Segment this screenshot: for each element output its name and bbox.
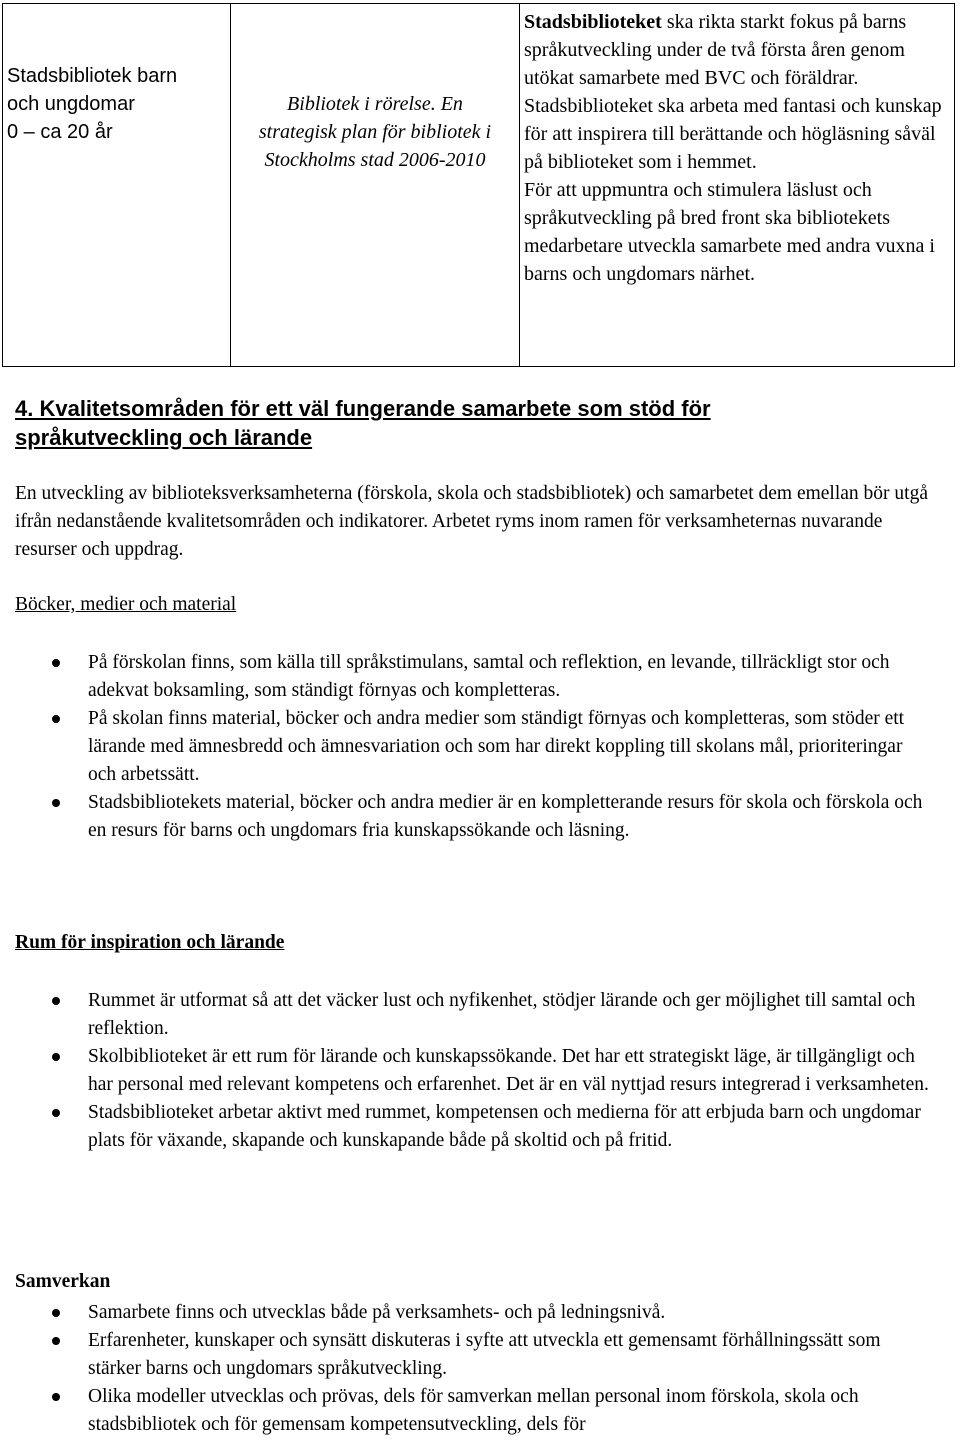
intro-paragraph: En utveckling av biblioteksverksamheterna (förskola, skola och stadsbibliotek) och samarbetet dem emellan bör utgå ifrån nedanstående kvalitetsområden och indikatorer. Arbetet ryms inom ramen för verksamheternas nuvarande resurser och uppdrag. [15, 483, 928, 560]
list-item [0, 649, 930, 705]
list-item [0, 1383, 930, 1439]
bullet-icon [52, 1337, 60, 1345]
list-item [0, 1043, 930, 1099]
list-item-text: Erfarenheter, kunskaper och synsätt diskuteras i syfte att utveckla ett gemensamt förhållningssätt som stärker barns och ungdomars språkutveckling. [88, 1330, 881, 1379]
description-paragraph-2: För att uppmuntra och stimulera läslust och språkutveckling på bred front ska bibliotekets medarbetare utveckla samarbete med andra vuxna i barns och ungdomars närhet. [524, 179, 935, 285]
collab-title: Samverkan [15, 1271, 111, 1292]
list-item [0, 987, 930, 1043]
bullet-icon [52, 1393, 60, 1401]
overview-table [2, 3, 955, 367]
collab-list [0, 1299, 930, 1439]
bullet-icon [52, 997, 60, 1005]
source-line-3: Stockholms stad 2006-2010 [264, 149, 486, 171]
bullet-icon [52, 715, 60, 723]
bullet-icon [52, 799, 60, 807]
list-item [0, 1099, 930, 1155]
bullet-icon [52, 1053, 60, 1061]
bullet-icon [52, 659, 60, 667]
description-bold-lead: Stadsbiblioteket [524, 11, 662, 33]
list-item-text: På förskolan finns, som källa till språkstimulans, samtal och reflektion, en levande, tillräckligt stor och adekvat boksamling, som ständigt förnyas och kompletteras. [88, 652, 890, 701]
list-item [0, 789, 930, 845]
room-list [0, 987, 930, 1155]
section-heading [15, 394, 915, 452]
books-title: Böcker, medier och material [15, 594, 237, 615]
list-item-text: Stadsbiblioteket arbetar aktivt med rummet, kompetensen och medierna för att erbjuda barn och ungdomar plats för växande, skapande och kunskapande både på skoltid och på fritid. [88, 1102, 921, 1151]
org-line-1: Stadsbibliotek barn [7, 65, 178, 87]
table-cell-organization [3, 4, 231, 367]
list-item [0, 1299, 930, 1327]
books-list [0, 649, 930, 845]
list-item-text: Olika modeller utvecklas och prövas, dels för samverkan mellan personal inom förskola, skola och stadsbibliotek och för gemensam kompetensutveckling, dels för [88, 1386, 859, 1435]
source-line-2: strategisk plan för bibliotek i [258, 121, 492, 143]
section-heading-line-2: språkutveckling och lärande [15, 425, 313, 450]
org-line-2: och ungdomar [7, 93, 135, 115]
table-cell-source [231, 4, 520, 367]
list-item-text: Stadsbibliotekets material, böcker och andra medier är en kompletterande resurs för skola och förskola och en resurs för barns och ungdomars fria kunskapssökande och läsning. [88, 792, 923, 841]
source-line-1: Bibliotek i rörelse. En [287, 93, 463, 115]
list-item [0, 705, 930, 789]
org-line-3: 0 – ca 20 år [7, 121, 113, 143]
description-p1-text: ska rikta starkt fokus på barns språkutveckling under de två första åren genom utökat samarbete med BVC och föräldrar. Stadsbiblioteket ska arbeta med fantasi och kunskap för att inspirera till berättande och högläsning såväl på biblioteket som i hemmet. [524, 11, 942, 173]
list-item-text: Samarbete finns och utvecklas både på verksamhets- och på ledningsnivå. [88, 1302, 666, 1323]
list-item-text: På skolan finns material, böcker och andra medier som ständigt förnyas och kompletteras, som stöder ett lärande med ämnesbredd och ämnesvariation och som har direkt koppling till skolans mål, prioriteringar och arbetssätt. [88, 708, 905, 785]
room-title: Rum för inspiration och lärande [15, 932, 285, 953]
table-cell-description [520, 4, 955, 367]
list-item-text: Skolbiblioteket är ett rum för lärande och kunskapssökande. Det har ett strategiskt läge, är tillgängligt och har personal med relevant kompetens och erfarenhet. Det är en väl nyttjad resurs integrerad i verksamheten. [88, 1046, 929, 1095]
bullet-icon [52, 1309, 60, 1317]
bullet-icon [52, 1109, 60, 1117]
section-heading-line-1: 4. Kvalitetsområden för ett väl fungerande samarbete som stöd för [15, 396, 711, 421]
list-item-text: Rummet är utformat så att det väcker lust och nyfikenhet, stödjer lärande och ger möjlighet till samtal och reflektion. [88, 990, 916, 1039]
list-item [0, 1327, 930, 1383]
description-paragraph-1 [524, 8, 954, 176]
